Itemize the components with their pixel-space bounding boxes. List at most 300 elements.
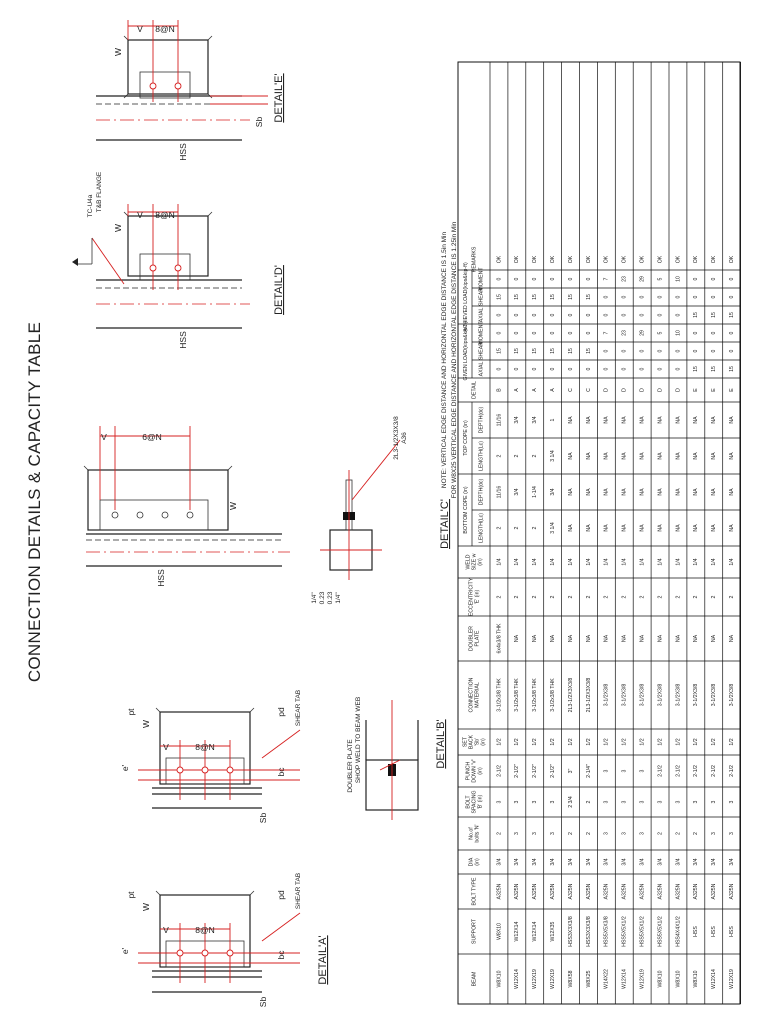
table-cell: OK <box>711 255 718 264</box>
table-cell: 15 <box>514 294 521 300</box>
table-header-18: SHEAR <box>478 342 485 360</box>
table-group-header: GIVEN LOAD(kips&kip-ft) <box>462 321 469 381</box>
table-cell: 0 <box>496 313 503 317</box>
table-cell: A325N <box>550 883 557 900</box>
table-cell: 1/4 <box>729 558 736 566</box>
table-cell: OK <box>496 255 503 264</box>
table-cell: 15 <box>514 348 521 354</box>
table-cell: 0 <box>550 313 557 317</box>
detail-e-sb: Sb <box>254 116 264 128</box>
table-cell: 2 <box>550 595 557 599</box>
table-cell: 1/2 <box>693 738 700 746</box>
table-cell: 0 <box>729 331 736 335</box>
table-cell: 1/2 <box>675 738 682 746</box>
table-header-5: SPACING <box>471 790 478 814</box>
table-cell: 3/4 <box>585 858 592 866</box>
table-cell: A325N <box>514 883 521 900</box>
table-cell: 0 <box>496 331 503 335</box>
table-cell: C <box>585 388 592 392</box>
table-cell: 2 <box>639 595 646 599</box>
detail-a-pitch: 8@N <box>195 925 215 935</box>
detail-b-sb: Sb <box>258 812 268 824</box>
table-cell: 15 <box>532 348 539 354</box>
table-cell: NA <box>711 416 718 424</box>
detail-b-pd: pd <box>276 707 286 717</box>
table-cell: 1/2 <box>567 738 574 746</box>
table-cell: 15 <box>585 294 592 300</box>
table-cell: 0 <box>639 367 646 371</box>
detail-b-e: e' <box>120 764 130 772</box>
table-cell: 15 <box>532 294 539 300</box>
table-cell: 2 <box>496 595 503 599</box>
detail-e-support: HSS <box>178 143 188 161</box>
detail-c-support: HSS <box>156 569 166 587</box>
table-cell: NA <box>675 416 682 424</box>
table-cell: 0 <box>567 367 574 371</box>
table-cell: 23 <box>621 330 628 336</box>
table-cell: A325N <box>729 883 736 900</box>
table-cell: 0 <box>693 349 700 353</box>
table-cell: 2 <box>657 595 664 599</box>
table-cell: 3/4 <box>532 416 539 424</box>
table-cell: 3 <box>514 800 521 804</box>
table-group-header: ACHIEVED LOAD(kips&kip-ft) <box>462 262 469 332</box>
table-cell: 3 <box>639 832 646 835</box>
table-cell: 1/4 <box>550 558 557 566</box>
table-cell: 0 <box>729 295 736 299</box>
detail-d-weld2: T&B FLANGE <box>96 171 103 213</box>
table-cell: A325N <box>603 883 610 900</box>
table-cell: HSS5X5X1/2 <box>639 916 646 947</box>
table-cell: 15 <box>496 348 503 354</box>
sheet-title: CONNECTION DETAILS & CAPACITY TABLE <box>25 321 44 683</box>
table-cell: 3/4 <box>514 416 521 424</box>
table-cell: NA <box>693 452 700 460</box>
table-cell: 1/4 <box>514 558 521 566</box>
table-cell: NA <box>729 452 736 460</box>
table-cell: NA <box>675 524 682 532</box>
table-cell: NA <box>639 488 646 496</box>
table-cell: 0 <box>693 277 700 281</box>
table-cell: 3 <box>603 769 610 773</box>
table-cell: 0 <box>550 367 557 371</box>
table-cell: A <box>532 388 539 392</box>
table-cell: 5 <box>657 331 664 335</box>
detail-b-v: V <box>163 742 169 752</box>
table-cell: 3-1/2X3/8 <box>711 683 718 707</box>
table-header-13: DEPTH(dc) <box>478 478 485 506</box>
table-cell: 3-1/2X3/8 <box>603 683 610 707</box>
table-cell: NA <box>621 488 628 496</box>
table-cell: 11/16 <box>496 485 503 499</box>
table-cell: E <box>711 388 718 392</box>
table-cell: 0 <box>675 295 682 299</box>
table-cell: 3/4 <box>675 858 682 866</box>
detail-d-pitch: 8@N <box>155 210 175 220</box>
detail-a-sb: Sb <box>258 996 268 1008</box>
table-cell: 5 <box>657 277 664 281</box>
table-header-4: bolts 'N' <box>474 824 481 843</box>
table-cell: 1/2 <box>657 738 664 746</box>
table-cell: 2 <box>532 526 539 530</box>
table-cell: 15 <box>729 366 736 372</box>
table-cell: 0 <box>639 313 646 317</box>
table-cell: W14X22 <box>603 969 610 989</box>
table-cell: OK <box>729 255 736 264</box>
table-cell: 0 <box>621 295 628 299</box>
table-cell: HSS <box>693 926 700 937</box>
table-cell: 2-1/2" <box>550 764 557 778</box>
table-cell: D <box>603 388 610 392</box>
table-cell: 2 <box>585 800 592 804</box>
table-cell: 3/4 <box>567 858 574 866</box>
table-cell: 3 <box>729 800 736 804</box>
table-cell: 1/4 <box>496 558 503 566</box>
detail-b-doubler2: SHOP WELD TO BEAM WEB <box>355 696 362 784</box>
table-cell: W12X19 <box>550 969 557 989</box>
table-cell: 15 <box>693 366 700 372</box>
table-cell: 3/4 <box>496 858 503 866</box>
table-cell: 0 <box>621 313 628 317</box>
table-cell: 2 <box>567 832 574 835</box>
table-cell: 3 <box>711 832 718 835</box>
table-cell: NA <box>657 634 664 643</box>
table-cell: 2 <box>496 526 503 530</box>
table-cell: 1/4 <box>585 558 592 566</box>
table-cell: HSS5X5X1/2 <box>657 916 664 947</box>
table-cell: 3/4 <box>603 858 610 866</box>
table-cell: 1/2 <box>550 738 557 746</box>
table-header-7: 'Sb' <box>474 737 481 747</box>
detail-c-pitch: 6@N <box>142 432 162 442</box>
table-cell: 15 <box>567 348 574 354</box>
detail-b-member: W <box>141 719 151 729</box>
table-cell: 3 <box>496 800 503 804</box>
table-cell: HSS <box>729 926 736 937</box>
table-cell: 2-1/2 <box>729 765 736 777</box>
table-header-8: MATERIAL <box>474 682 481 708</box>
table-cell: 2-1/4" <box>585 764 592 778</box>
detail-d-support: HSS <box>178 331 188 349</box>
table-cell: NA <box>729 524 736 532</box>
table-cell: 3-1/2X3/8 <box>621 683 628 707</box>
table-cell: 3/4 <box>532 858 539 866</box>
table-cell: NA <box>603 488 610 496</box>
table-cell: 0 <box>711 295 718 299</box>
table-cell: 3/4 <box>550 858 557 866</box>
table-cell: 0 <box>532 331 539 335</box>
detail-c-label: DETAIL'C' <box>439 499 451 549</box>
table-cell: HSS5X5X3/8 <box>603 916 610 947</box>
table-header-15: DEPTH(dc) <box>478 406 485 434</box>
table-cell: 3 <box>657 800 664 804</box>
table-cell: 3/4 <box>657 858 664 866</box>
table-cell: NA <box>603 452 610 460</box>
table-cell: 3 <box>693 800 700 804</box>
table-cell: D <box>639 388 646 392</box>
table-cell: 3 <box>603 800 610 804</box>
table-cell: NA <box>585 416 592 424</box>
table-cell: 3-1/2X3/8 <box>657 683 664 707</box>
table-cell: A325N <box>585 883 592 900</box>
table-cell: 2 <box>585 832 592 835</box>
detail-e-member: W <box>113 47 123 57</box>
table-cell: 3 <box>621 769 628 773</box>
table-cell: 0 <box>729 277 736 281</box>
detail-a-bc: bc <box>276 950 286 960</box>
table-cell: 2 <box>585 595 592 599</box>
table-cell: 2 <box>532 595 539 599</box>
table-cell: OK <box>585 255 592 264</box>
table-cell: 2 <box>675 595 682 599</box>
table-cell: OK <box>514 255 521 264</box>
table-cell: NA <box>675 634 682 643</box>
table-header-6: PUNCH <box>465 761 472 781</box>
table-header-22: MOMENT <box>478 267 485 291</box>
table-header-16: DETAIL <box>471 381 478 399</box>
table-cell: NA <box>567 416 574 424</box>
detail-b <box>120 690 447 823</box>
detail-c-dim-2: 0.23 <box>319 591 326 605</box>
table-cell: NA <box>621 634 628 643</box>
table-cell: 1/4 <box>711 558 718 566</box>
table-cell: OK <box>657 255 664 264</box>
table-cell: 3/4 <box>550 488 557 496</box>
table-cell: 0 <box>711 349 718 353</box>
table-cell: OK <box>675 255 682 264</box>
table-cell: OK <box>603 255 610 264</box>
capacity-table <box>458 62 741 1004</box>
detail-a-pd: pd <box>276 890 286 900</box>
table-cell: 3 <box>550 800 557 804</box>
table-cell: 3" <box>567 768 574 774</box>
table-cell: NA <box>693 488 700 496</box>
table-cell: 1/4 <box>567 558 574 566</box>
table-cell: 2-1/2" <box>532 764 539 778</box>
table-cell: 3 <box>729 832 736 835</box>
table-cell: 1/2 <box>603 738 610 746</box>
table-cell: 1/2 <box>621 738 628 746</box>
table-header-21: SHEAR <box>478 288 485 306</box>
note-line-2: FOR W8X25 VERTICAL EDGE DISTANCE AND HORIZONTAL EDGE DISTANCE IS 1.25in Min <box>451 221 458 499</box>
table-cell: NA <box>585 634 592 643</box>
table-header-10: 'E' (in) <box>474 589 481 605</box>
table-cell: NA <box>603 416 610 424</box>
table-cell: HSS4X4X1/2 <box>675 916 682 947</box>
table-cell: 15 <box>550 294 557 300</box>
table-cell: 0 <box>514 331 521 335</box>
table-cell: OK <box>621 255 628 264</box>
table-cell: 6x4x3/8 THK <box>496 623 503 654</box>
table-cell: 0 <box>603 349 610 353</box>
table-cell: NA <box>639 634 646 643</box>
table-cell: 1/4 <box>639 558 646 566</box>
table-header-8: CONNECTION <box>468 677 475 713</box>
table-cell: 2-1/2 <box>675 765 682 777</box>
table-cell: 3-1/2x3/8 THK <box>550 678 557 712</box>
table-cell: 0 <box>585 367 592 371</box>
table-cell: 0 <box>603 367 610 371</box>
note-line-1: NOTE: VERTICAL EDGE DISTANCE AND HORIZONTAL EDGE DISTANCE IS 1.5in Min <box>441 231 448 489</box>
table-cell: NA <box>693 634 700 643</box>
table-cell: W8X10 <box>496 970 503 988</box>
table-cell: NA <box>567 524 574 532</box>
table-cell: NA <box>567 488 574 496</box>
table-cell: 3 <box>514 832 521 835</box>
detail-d-member: W <box>113 223 123 233</box>
table-cell: 3/4 <box>514 858 521 866</box>
table-cell: NA <box>675 488 682 496</box>
table-cell: W8X58 <box>567 970 574 988</box>
table-cell: W12X14 <box>621 969 628 989</box>
table-cell: 3 <box>550 832 557 835</box>
table-header-20: AXIAL <box>478 307 485 323</box>
table-cell: 3 <box>532 832 539 835</box>
table-cell: C <box>567 388 574 392</box>
table-cell: 2L3-1/2X3X3/8 <box>567 677 574 713</box>
table-cell: 7 <box>603 331 610 335</box>
table-cell: NA <box>621 452 628 460</box>
table-cell: 0 <box>729 349 736 353</box>
table-cell: 3-1/2x3/8 THK <box>496 678 503 712</box>
table-cell: D <box>621 388 628 392</box>
table-cell: A325N <box>711 883 718 900</box>
table-cell: 0 <box>567 277 574 281</box>
table-cell: 3 <box>639 769 646 773</box>
table-header-6: DOWN 'V' <box>471 759 478 783</box>
table-cell: 0 <box>585 331 592 335</box>
table-cell: 3 <box>532 800 539 804</box>
table-cell: E <box>693 388 700 392</box>
table-cell: NA <box>711 524 718 532</box>
detail-b-tab: SHEAR TAB <box>295 689 302 727</box>
table-cell: 3-1/2X3/8 <box>693 683 700 707</box>
table-cell: 3/4 <box>639 858 646 866</box>
table-cell: 3 <box>621 832 628 835</box>
table-cell: 29 <box>639 330 646 336</box>
table-cell: NA <box>711 488 718 496</box>
table-cell: 1 <box>550 418 557 422</box>
table-header-3: DIA <box>468 857 475 867</box>
table-cell: E <box>729 388 736 392</box>
table-cell: A325N <box>496 883 503 900</box>
table-cell: 2 3/4 <box>567 796 574 808</box>
table-cell: 2 <box>532 454 539 458</box>
table-cell: 1/4 <box>603 558 610 566</box>
table-cell: OK <box>550 255 557 264</box>
table-cell: HSS5X5X1/2 <box>621 916 628 947</box>
table-cell: 0 <box>657 367 664 371</box>
table-cell: 1/4 <box>621 558 628 566</box>
table-cell: 2 <box>496 454 503 458</box>
detail-b-doubler1: DOUBLER PLATE <box>347 739 354 793</box>
table-cell: 2 <box>496 832 503 835</box>
table-group-header: BOTTOM COPE (in) <box>462 486 469 534</box>
table-cell: 2-1/2 <box>496 765 503 777</box>
table-cell: 0 <box>639 349 646 353</box>
table-cell: A <box>550 388 557 392</box>
table-cell: NA <box>729 634 736 643</box>
table-cell: NA <box>639 452 646 460</box>
table-cell: 1/4 <box>657 558 664 566</box>
table-cell: 15 <box>729 312 736 318</box>
table-cell: 10 <box>675 330 682 336</box>
table-cell: 3/4 <box>514 488 521 496</box>
table-cell: OK <box>639 255 646 264</box>
table-cell: 0 <box>711 331 718 335</box>
table-cell: 2 <box>603 595 610 599</box>
table-cell: W12X14 <box>514 921 521 942</box>
table-cell: W8X10 <box>675 970 682 988</box>
table-cell: 7 <box>603 277 610 281</box>
table-cell: 0 <box>585 277 592 281</box>
table-cell: 15 <box>550 348 557 354</box>
table-cell: W12X14 <box>532 921 539 942</box>
table-cell: W12X14 <box>711 969 718 989</box>
table-cell: 0 <box>621 367 628 371</box>
table-cell: NA <box>657 452 664 460</box>
table-cell: A325N <box>567 883 574 900</box>
table-cell: NA <box>657 488 664 496</box>
table-cell: 1/2 <box>585 738 592 746</box>
table-cell: 0 <box>639 295 646 299</box>
table-cell: 0 <box>496 367 503 371</box>
table-cell: W8X25 <box>585 970 592 988</box>
table-cell: 2L3-1/2X3X3/8 <box>585 677 592 713</box>
table-cell: 2 <box>514 454 521 458</box>
table-header-10: ECCENTRICITY <box>468 577 475 617</box>
table-cell: OK <box>532 255 539 264</box>
table-header-17: AXIAL <box>478 361 485 377</box>
table-header-5: BOLT <box>465 795 472 809</box>
table-cell: NA <box>639 416 646 424</box>
table-cell: 0 <box>514 313 521 317</box>
table-cell: 3 1/4 <box>550 450 557 462</box>
detail-c-v: V <box>101 432 107 442</box>
table-cell: NA <box>603 524 610 532</box>
table-cell: NA <box>675 452 682 460</box>
table-header-0: BEAM <box>471 971 478 987</box>
detail-e-label: DETAIL'E' <box>273 73 285 123</box>
table-cell: 3/4 <box>729 858 736 866</box>
table-cell: 0 <box>532 277 539 281</box>
table-cell: 15 <box>567 294 574 300</box>
table-cell: 1-1/4 <box>532 486 539 498</box>
table-header-11: WELD <box>465 554 472 570</box>
table-header-4: No.of <box>468 827 475 840</box>
table-cell: 0 <box>550 277 557 281</box>
table-cell: A325N <box>532 883 539 900</box>
table-cell: 29 <box>639 276 646 282</box>
table-cell: HSS <box>711 926 718 937</box>
table-cell: NA <box>693 524 700 532</box>
table-cell: OK <box>693 255 700 264</box>
table-group-header: TOP COPE (in) <box>462 420 469 456</box>
detail-d-label: DETAIL'D' <box>273 265 285 315</box>
table-header-2: BOLT TYPE <box>471 877 478 906</box>
table-cell: NA <box>603 634 610 643</box>
table-cell: 3/4 <box>693 858 700 866</box>
table-cell: 3-1/2X3/8 <box>729 683 736 707</box>
table-cell: 1/2 <box>496 738 503 746</box>
table-cell: 10 <box>675 276 682 282</box>
detail-e-pitch: 8@N <box>155 24 175 34</box>
table-cell: 0 <box>657 349 664 353</box>
table-cell: OK <box>567 255 574 264</box>
table-cell: NA <box>729 488 736 496</box>
table-cell: NA <box>621 524 628 532</box>
table-cell: 1/2 <box>711 738 718 746</box>
